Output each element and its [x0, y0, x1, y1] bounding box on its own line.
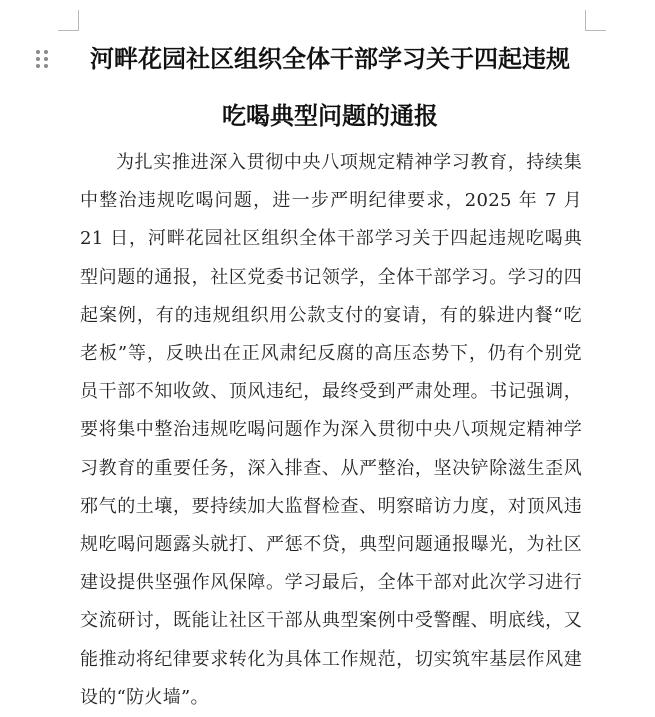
document-title[interactable]: 河畔花园社区组织全体干部学习关于四起违规吃喝典型问题的通报 [90, 44, 570, 130]
crop-mark-top-left [58, 10, 79, 31]
drag-handle-icon[interactable] [36, 50, 48, 70]
document-body-paragraph[interactable]: 为扎实推进深入贯彻中央八项规定精神学习教育，持续集中整治违规吃喝问题，进一步严明纪律要求，2025 年 7 月 21 日，河畔花园社区组织全体干部学习关于四起违规吃喝典型问题的通报，社区党委书记领学，全体干部学习。学习的四起案例，有的违规组织用公款支付的宴请，有的躲进内餐“吃老板”等，反映出在正风肃纪反腐的高压态势下，仍有个别党员干部不知收敛、顶风违纪，最终受到严肃处理。书记强调，要将集中整治违规吃喝问题作为深入贯彻中央八项规定精神学习教育的重要任务，深入排查、从严整治，坚决铲除滋生歪风邪气的土壤，要持续加大监督检查、明察暗访力度，对顶风违规吃喝问题露头就打、严惩不贷，典型问题通报曝光，为社区建设提供坚强作风保障。学习最后，全体干部对此次学习进行交流研讨，既能让社区干部从典型案例中受警醒、明底线，又能推动将纪律要求转化为具体工作规范，切实筑牢基层作风建设的“防火墙”。 [80, 152, 582, 708]
crop-mark-top-right [585, 10, 606, 31]
